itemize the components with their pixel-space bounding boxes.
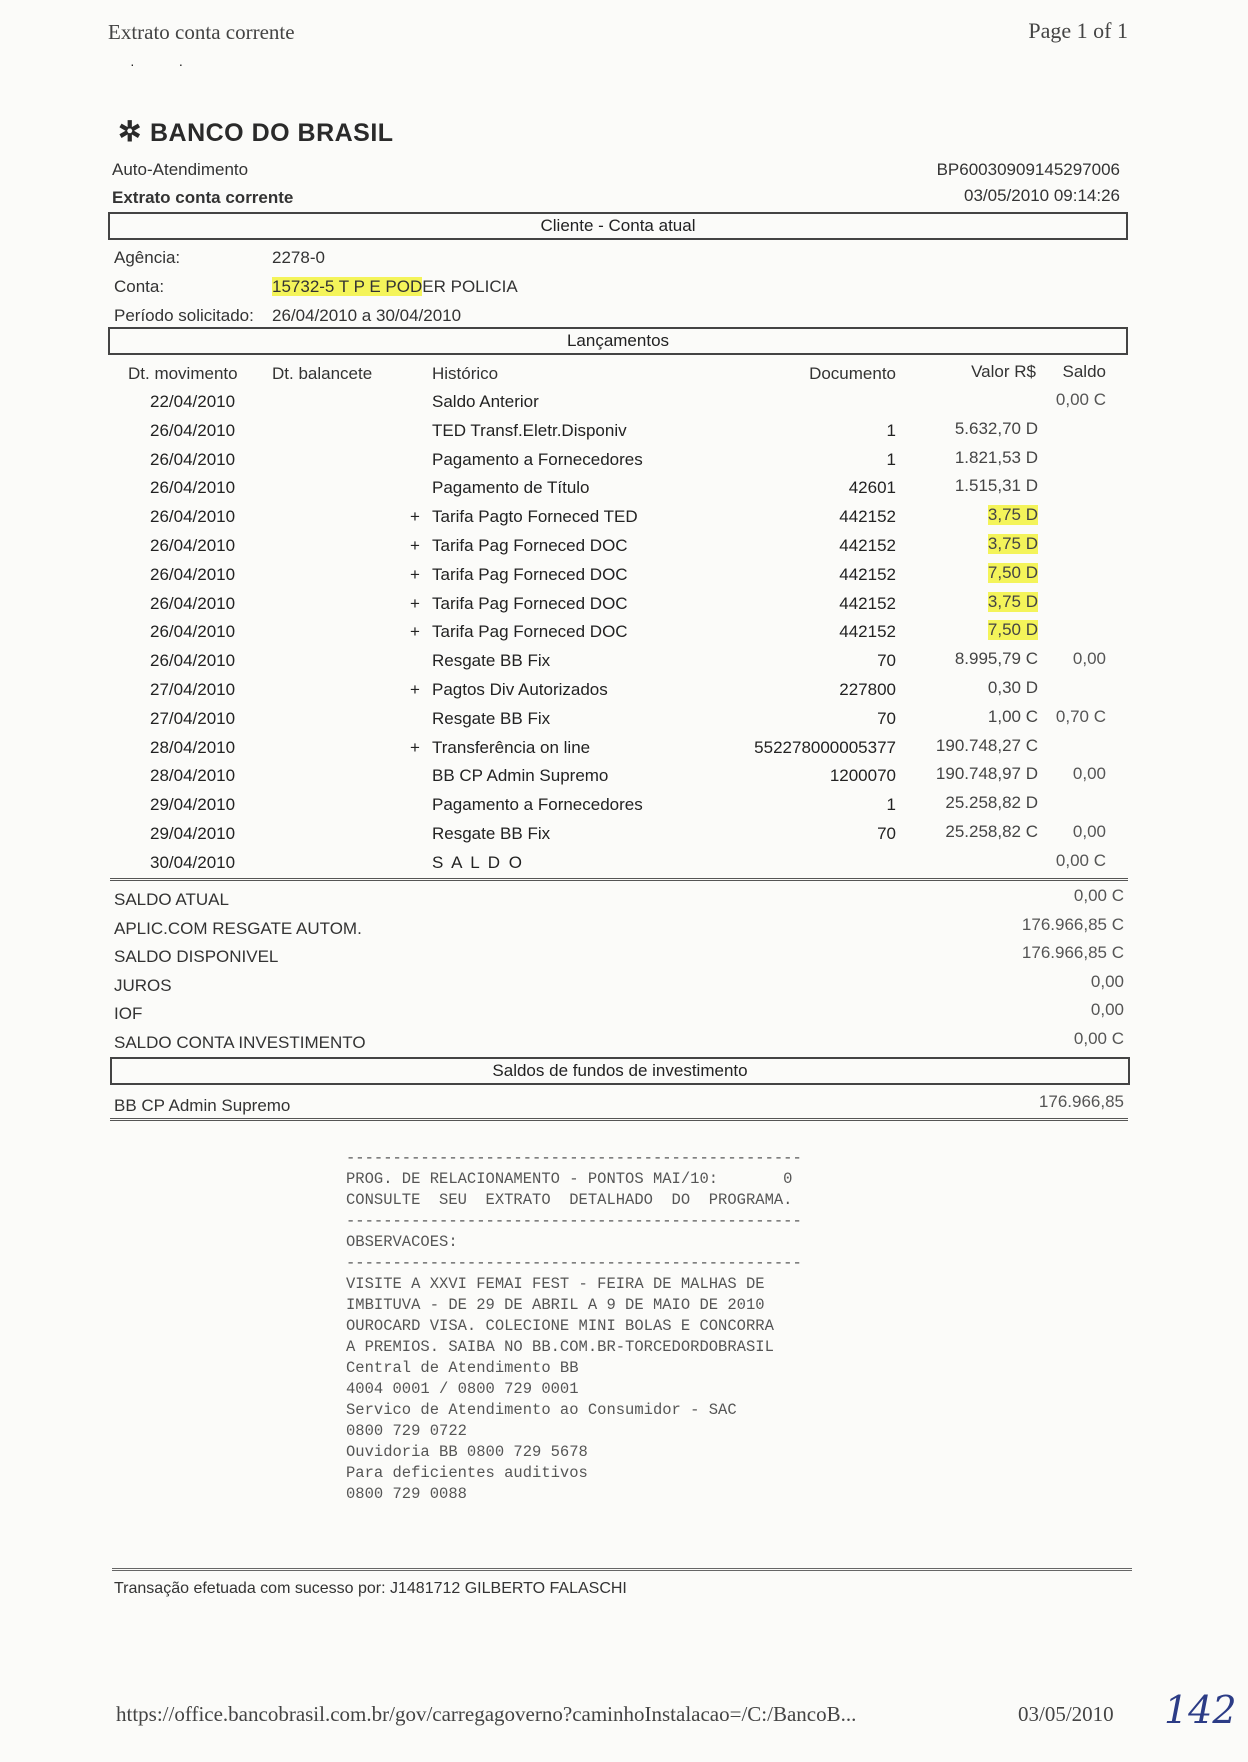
row-documento: 442152: [839, 622, 896, 642]
col-dt-balancete: Dt. balancete: [272, 364, 373, 383]
fundos-value: 176.966,85: [1038, 1092, 1124, 1111]
row-historico: Tarifa Pagto Forneced TED: [432, 507, 638, 527]
row-documento: 442152: [839, 536, 896, 555]
row-valor: 8.995,79 C: [954, 649, 1038, 669]
row-historico: S A L D O: [432, 852, 525, 872]
scan-specks: · ·: [130, 56, 204, 72]
col-historico: Histórico: [432, 364, 499, 383]
summary-value: 0,00: [1090, 1000, 1124, 1020]
row-valor: 5.632,70 D: [954, 418, 1038, 438]
summary-value: 176.966,85 C: [1021, 914, 1124, 934]
conta-value: [272, 277, 518, 297]
row-date: 22/04/2010: [150, 392, 236, 411]
periodo-label: Período solicitado:: [114, 306, 254, 325]
lancamentos-box-title: Lançamentos: [108, 327, 1128, 355]
summary-label: JUROS: [114, 975, 172, 995]
document-title: Extrato conta corrente: [108, 20, 295, 44]
row-valor: 7,50 D: [987, 620, 1038, 640]
row-plus: +: [410, 507, 420, 527]
print-date: 03/05/2010: [1018, 1702, 1114, 1726]
row-saldo: 0,00: [1072, 822, 1106, 841]
row-date: 26/04/2010: [150, 478, 236, 498]
row-historico: Pagamento a Fornecedores: [432, 449, 643, 469]
row-historico: Resgate BB Fix: [432, 824, 551, 843]
row-historico: Resgate BB Fix: [432, 651, 551, 671]
page-number: Page 1 of 1: [1028, 18, 1128, 43]
row-documento: 70: [877, 651, 896, 671]
row-date: 29/04/2010: [150, 795, 236, 815]
row-historico: Tarifa Pag Forneced DOC: [432, 536, 628, 555]
row-historico: Resgate BB Fix: [432, 708, 551, 728]
table-row: [0, 795, 1248, 823]
row-historico: Saldo Anterior: [432, 392, 539, 411]
summary-label: SALDO DISPONIVEL: [114, 947, 279, 967]
row-date: 30/04/2010: [150, 852, 236, 872]
row-date: 26/04/2010: [150, 593, 236, 613]
table-row: [0, 392, 1248, 420]
row-historico: Tarifa Pag Forneced DOC: [432, 564, 628, 584]
row-date: 26/04/2010: [150, 536, 236, 555]
row-documento: 70: [877, 708, 896, 728]
conta-highlight: 15732-5 T P E POD: [272, 277, 423, 296]
table-row: [0, 622, 1248, 650]
row-date: 26/04/2010: [150, 622, 236, 642]
row-documento: 1: [886, 420, 896, 440]
table-row: [0, 478, 1248, 506]
row-date: 26/04/2010: [150, 564, 236, 584]
row-valor: 1.515,31 D: [954, 476, 1038, 496]
row-valor: 25.258,82 D: [945, 793, 1038, 813]
summary-row: [0, 1000, 1248, 1032]
row-date: 26/04/2010: [150, 651, 236, 671]
fundos-divider: [110, 1118, 1128, 1121]
summary-label: APLIC.COM RESGATE AUTOM.: [114, 918, 362, 938]
conta-rest: ER POLICIA: [422, 277, 518, 296]
row-valor: 3,75 D: [987, 591, 1038, 611]
row-plus: +: [410, 622, 420, 642]
summary-value: 0,00 C: [1073, 1029, 1124, 1048]
table-row: [0, 562, 1248, 593]
table-row: [0, 824, 1248, 852]
row-valor: 3,75 D: [987, 534, 1038, 553]
row-date: 26/04/2010: [150, 420, 236, 440]
row-plus: +: [410, 737, 420, 757]
row-saldo: 0,00: [1072, 764, 1106, 784]
row-documento: 442152: [839, 564, 896, 584]
summary-value: 0,00: [1090, 971, 1124, 991]
summary-label: SALDO ATUAL: [114, 890, 229, 909]
table-row: [0, 447, 1248, 478]
summary-value: 176.966,85 C: [1021, 943, 1124, 963]
row-historico: Pagamento de Título: [432, 478, 590, 498]
row-saldo: 0,00 C: [1055, 390, 1106, 409]
rows-divider: [110, 878, 1128, 881]
summary-row: [0, 971, 1248, 1004]
table-row: [0, 591, 1248, 622]
transaction-text: Transação efetuada com sucesso por: J1481712 GILBERTO FALASCHI: [114, 1580, 627, 1597]
row-valor: 7,50 D: [987, 562, 1038, 582]
row-date: 29/04/2010: [150, 824, 236, 843]
header-datetime: 03/05/2010 09:14:26: [964, 186, 1120, 205]
page-url: https://office.bancobrasil.com.br/gov/carregagoverno?caminhoInstalacao=/C:/BancoB...: [116, 1702, 857, 1726]
row-plus: +: [410, 680, 420, 699]
col-saldo: Saldo: [1062, 362, 1106, 381]
footer-divider: [112, 1568, 1132, 1571]
row-date: 27/04/2010: [150, 680, 236, 699]
row-historico: Pagamento a Fornecedores: [432, 795, 643, 815]
row-documento: 1200070: [829, 766, 896, 786]
row-historico: TED Transf.Eletr.Disponiv: [432, 420, 627, 440]
bank-logo-icon: ✲: [118, 116, 142, 147]
col-documento: Documento: [809, 364, 896, 383]
row-valor: 190.748,97 D: [935, 764, 1038, 784]
conta-label: Conta:: [114, 277, 165, 296]
row-date: 28/04/2010: [150, 766, 236, 786]
summary-label: IOF: [114, 1004, 143, 1024]
handwritten-page-number: 142: [1164, 1688, 1237, 1732]
table-row: [0, 418, 1248, 449]
row-documento: 42601: [848, 478, 896, 498]
row-date: 27/04/2010: [150, 708, 236, 728]
col-dt-movimento: Dt. movimento: [128, 364, 238, 383]
header-auto-atendimento: Auto-Atendimento: [112, 160, 249, 179]
row-documento: 552278000005377: [754, 737, 896, 757]
row-date: 26/04/2010: [150, 507, 236, 527]
table-row: [0, 536, 1248, 564]
row-plus: +: [410, 536, 420, 555]
row-valor: 3,75 D: [987, 505, 1038, 525]
fundos-name: BB CP Admin Supremo: [114, 1096, 291, 1115]
row-historico: BB CP Admin Supremo: [432, 766, 609, 786]
header-extrato: Extrato conta corrente: [112, 188, 294, 207]
fundos-box-title: Saldos de fundos de investimento: [110, 1057, 1130, 1085]
col-valor: Valor R$: [971, 362, 1036, 381]
row-date: 28/04/2010: [150, 737, 236, 757]
row-historico: Tarifa Pag Forneced DOC: [432, 622, 628, 642]
agencia-label: Agência:: [114, 248, 181, 267]
row-documento: 1: [886, 449, 896, 469]
row-historico: Pagtos Div Autorizados: [432, 680, 608, 699]
row-plus: +: [410, 593, 420, 613]
row-valor: 190.748,27 C: [935, 735, 1038, 755]
row-valor: 0,30 D: [987, 678, 1038, 697]
periodo-value: 26/04/2010 a 30/04/2010: [272, 306, 462, 325]
row-valor: 25.258,82 C: [945, 822, 1038, 841]
table-row: [0, 507, 1248, 535]
row-historico: Tarifa Pag Forneced DOC: [432, 593, 628, 613]
agencia-value: 2278-0: [272, 248, 325, 267]
bank-logo: ✲ BANCO DO BRASIL: [118, 116, 394, 147]
table-row: [0, 651, 1248, 679]
row-date: 26/04/2010: [150, 449, 236, 469]
row-documento: 1: [886, 795, 896, 815]
table-row: [0, 680, 1248, 708]
summary-value: 0,00 C: [1073, 886, 1124, 905]
row-valor: 1,00 C: [987, 706, 1038, 726]
table-row: [0, 735, 1248, 766]
row-documento: 227800: [839, 680, 896, 699]
table-row: [0, 850, 1248, 881]
row-valor: 1.821,53 D: [954, 447, 1038, 467]
table-row: [0, 766, 1248, 794]
summary-label: SALDO CONTA INVESTIMENTO: [114, 1033, 366, 1052]
row-saldo: 0,00 C: [1055, 850, 1106, 870]
row-documento: 442152: [839, 507, 896, 527]
header-protocol: BP60030909145297006: [936, 160, 1120, 179]
row-saldo: 0,00: [1072, 649, 1106, 669]
row-documento: 442152: [839, 593, 896, 613]
messages-block: ------------------------------------------------- PROG. DE RELACIONAMENTO - PONTOS MAI/10: 0 CONSULTE SEU EXTRATO DETALHADO DO PROGRAMA. ------------------------------------------------- OBSERVACOES: ------------------------------------------------- VISITE A XXVI FEMAI FEST - FEIRA DE MALHAS DE IMBITUVA - DE 29 DE ABRIL A 9 DE MAIO DE 2010 OUROCARD VISA. COLECIONE MINI BOLAS E CONCORRA A PREMIOS. SAIBA NO BB.COM.BR-TORCEDORDOBRASIL Central de Atendimento BB 4004 0001 / 0800 729 0001 Servico de Atendimento ao Consumidor - SAC 0800 729 0722 Ouvidoria BB 0800 729 5678 Para deficientes auditivos 0800 729 0088: [346, 1149, 802, 1503]
client-box-title: Cliente - Conta atual: [108, 212, 1128, 240]
row-historico: Transferência on line: [432, 737, 591, 757]
row-plus: +: [410, 564, 420, 584]
row-documento: 70: [877, 824, 896, 843]
table-row: [0, 706, 1248, 737]
row-saldo: 0,70 C: [1055, 706, 1106, 726]
summary-row: [0, 943, 1248, 975]
